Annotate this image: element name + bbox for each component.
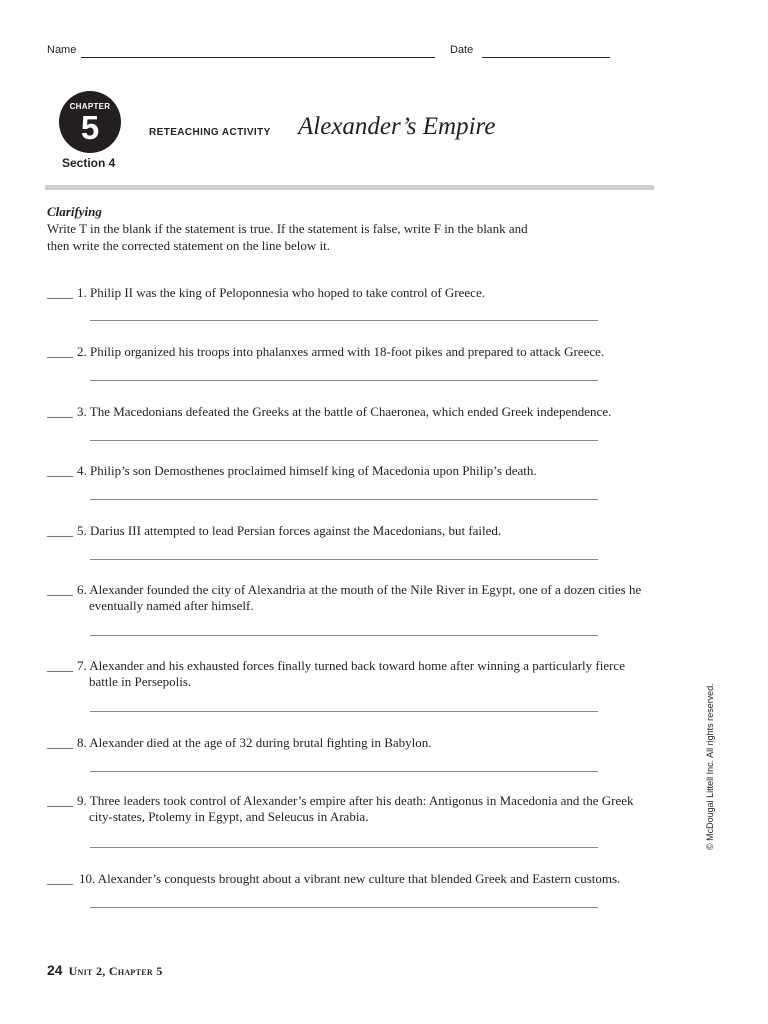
name-field-line[interactable] bbox=[81, 57, 435, 58]
item-number: 4. bbox=[77, 463, 87, 478]
date-field-line[interactable] bbox=[482, 57, 610, 58]
question-item bbox=[47, 582, 647, 614]
chapter-badge bbox=[59, 91, 121, 153]
unit-chapter-label: Unit 2, Chapter 5 bbox=[68, 964, 163, 978]
answer-blank[interactable]: ____ bbox=[47, 793, 73, 808]
item-number: 1. bbox=[77, 285, 87, 300]
item-number: 5. bbox=[77, 523, 87, 538]
item-text: Alexander died at the age of 32 during brutal fighting in Babylon. bbox=[89, 735, 432, 750]
answer-blank[interactable]: ____ bbox=[47, 344, 73, 359]
chapter-number: 5 bbox=[80, 109, 100, 146]
item-number: 9. bbox=[77, 793, 87, 808]
activity-label: RETEACHING ACTIVITY bbox=[149, 127, 271, 138]
correction-line[interactable] bbox=[90, 320, 598, 321]
answer-blank[interactable]: ____ bbox=[47, 285, 73, 300]
item-text: Alexander and his exhausted forces finally turned back toward home after winning a particularly fierce battle in Persepolis. bbox=[89, 658, 625, 689]
section-label: Section 4 bbox=[62, 156, 116, 170]
item-text: Philip II was the king of Peloponnesia who hoped to take control of Greece. bbox=[90, 285, 485, 300]
answer-blank[interactable]: ____ bbox=[47, 404, 73, 419]
page-footer bbox=[47, 962, 163, 979]
question-item bbox=[47, 735, 647, 751]
item-text: Three leaders took control of Alexander’s empire after his death: Antigonus in Macedonia and the Greek city-states, Ptolemy in Egypt, and Seleucus in Arabia. bbox=[89, 793, 634, 824]
divider-rule bbox=[45, 185, 654, 190]
date-label: Date bbox=[450, 44, 474, 56]
question-item bbox=[47, 871, 647, 887]
item-number: 2. bbox=[77, 344, 87, 359]
correction-line[interactable] bbox=[90, 907, 598, 908]
item-text: Philip’s son Demosthenes proclaimed himself king of Macedonia upon Philip’s death. bbox=[90, 463, 537, 478]
question-item bbox=[47, 793, 647, 825]
item-text: Philip organized his troops into phalanxes armed with 18-foot pikes and prepared to attack Greece. bbox=[90, 344, 605, 359]
answer-blank[interactable]: ____ bbox=[47, 463, 73, 478]
item-number: 3. bbox=[77, 404, 87, 419]
answer-blank[interactable]: ____ bbox=[47, 871, 73, 886]
correction-line[interactable] bbox=[90, 380, 598, 381]
item-text: Alexander’s conquests brought about a vibrant new culture that blended Greek and Eastern customs. bbox=[97, 871, 621, 886]
item-text: Alexander founded the city of Alexandria at the mouth of the Nile River in Egypt, one of a dozen cities he eventually named after himself. bbox=[89, 582, 642, 613]
question-item bbox=[47, 658, 647, 690]
item-number: 7. bbox=[77, 658, 87, 673]
question-item bbox=[47, 523, 647, 539]
correction-line[interactable] bbox=[90, 635, 598, 636]
answer-blank[interactable]: ____ bbox=[47, 582, 73, 597]
answer-blank[interactable]: ____ bbox=[47, 735, 73, 750]
correction-line[interactable] bbox=[90, 771, 598, 772]
item-text: Darius III attempted to lead Persian forces against the Macedonians, but failed. bbox=[90, 523, 502, 538]
item-number: 10. bbox=[79, 871, 96, 886]
question-item bbox=[47, 404, 647, 420]
name-label: Name bbox=[47, 44, 77, 56]
answer-blank[interactable]: ____ bbox=[47, 523, 73, 538]
item-text: The Macedonians defeated the Greeks at the battle of Chaeronea, which ended Greek independence. bbox=[89, 404, 612, 419]
item-number: 8. bbox=[77, 735, 87, 750]
correction-line[interactable] bbox=[90, 559, 598, 560]
correction-line[interactable] bbox=[90, 499, 598, 500]
page-number: 24 bbox=[47, 962, 63, 978]
copyright-notice: © McDougal Littell Inc. All rights reserved. bbox=[705, 683, 715, 850]
section-subhead: Clarifying bbox=[47, 204, 102, 219]
item-number: 6. bbox=[77, 582, 87, 597]
question-item bbox=[47, 285, 647, 301]
answer-blank[interactable]: ____ bbox=[47, 658, 73, 673]
chapter-label: CHAPTER bbox=[69, 102, 111, 111]
correction-line[interactable] bbox=[90, 440, 598, 441]
page-title: Alexander’s Empire bbox=[298, 113, 496, 140]
instructions: Write T in the blank if the statement is true. If the statement is false, write F in the blank and then write the corrected statement on the line below it. bbox=[47, 221, 528, 253]
correction-line[interactable] bbox=[90, 711, 598, 712]
question-item bbox=[47, 344, 647, 360]
correction-line[interactable] bbox=[90, 847, 598, 848]
question-item bbox=[47, 463, 647, 479]
